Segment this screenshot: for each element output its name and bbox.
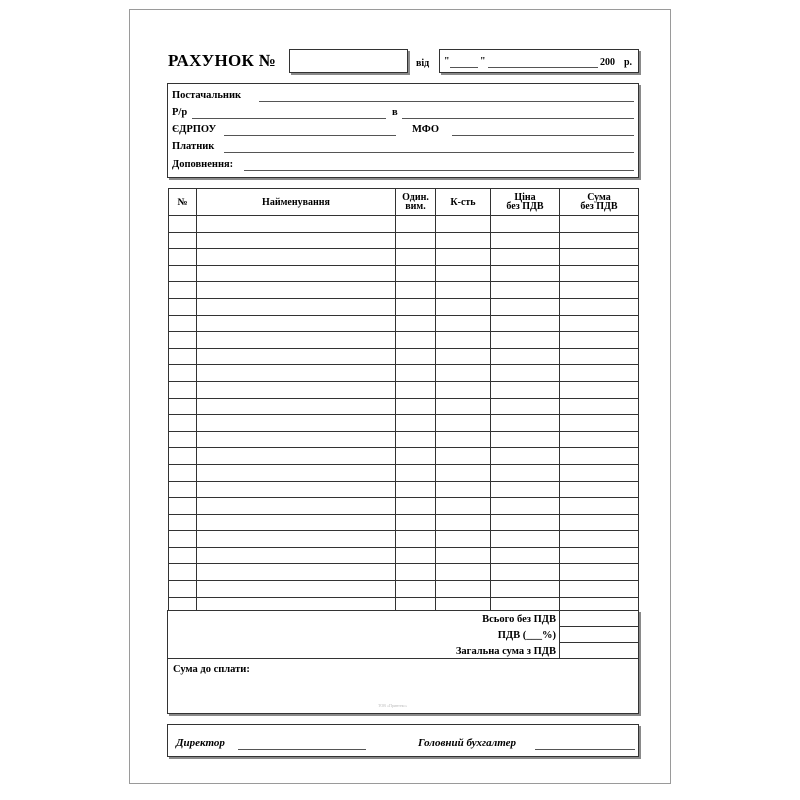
row-unit-cell[interactable]	[396, 365, 436, 382]
row-sum-cell[interactable]	[560, 381, 639, 398]
row-price-cell[interactable]	[491, 514, 560, 531]
row-sum-cell[interactable]	[560, 581, 639, 598]
table-row	[169, 398, 639, 415]
date-year: 200	[600, 57, 615, 68]
row-qty-cell[interactable]	[436, 514, 491, 531]
row-num-cell[interactable]	[169, 282, 197, 299]
date-day-line	[450, 67, 478, 68]
row-name-cell[interactable]	[197, 498, 396, 515]
table-row	[169, 564, 639, 581]
row-qty-cell[interactable]	[436, 481, 491, 498]
edrpou-label: ЄДРПОУ	[172, 124, 217, 135]
invoice-title: РАХУНОК №	[168, 51, 277, 70]
row-sum-cell[interactable]	[560, 282, 639, 299]
row-name-cell[interactable]	[197, 415, 396, 432]
row-name-cell[interactable]	[197, 232, 396, 249]
invoice-date-field[interactable]	[439, 49, 639, 73]
row-qty-cell[interactable]	[436, 298, 491, 315]
row-sum-cell[interactable]	[560, 315, 639, 332]
row-num-cell[interactable]	[169, 498, 197, 515]
row-qty-cell[interactable]	[436, 415, 491, 432]
row-price-cell[interactable]	[491, 216, 560, 233]
row-unit-cell[interactable]	[396, 348, 436, 365]
row-num-cell[interactable]	[169, 381, 197, 398]
row-qty-cell[interactable]	[436, 381, 491, 398]
row-num-cell[interactable]	[169, 249, 197, 266]
table-row	[169, 282, 639, 299]
row-unit-cell[interactable]	[396, 514, 436, 531]
row-name-cell[interactable]	[197, 315, 396, 332]
invoice-number-field[interactable]	[289, 49, 408, 73]
row-sum-cell[interactable]	[560, 249, 639, 266]
printer-watermark: ТОВ «Принтекс»	[378, 703, 408, 708]
row-price-cell[interactable]	[491, 332, 560, 349]
date-prefix: від	[416, 58, 430, 69]
row-qty-cell[interactable]	[436, 547, 491, 564]
row-price-cell[interactable]	[491, 448, 560, 465]
row-name-cell[interactable]	[197, 464, 396, 481]
row-price-cell[interactable]	[491, 398, 560, 415]
row-name-cell[interactable]	[197, 265, 396, 282]
row-qty-cell[interactable]	[436, 564, 491, 581]
row-unit-cell[interactable]	[396, 531, 436, 548]
additions-line[interactable]	[244, 170, 634, 171]
row-price-cell[interactable]	[491, 298, 560, 315]
row-num-cell[interactable]	[169, 398, 197, 415]
table-row	[169, 431, 639, 448]
row-unit-cell[interactable]	[396, 315, 436, 332]
date-day-quote: "	[444, 56, 450, 67]
row-num-cell[interactable]	[169, 332, 197, 349]
mfo-line[interactable]	[452, 135, 634, 136]
row-price-cell[interactable]	[491, 348, 560, 365]
row-num-cell[interactable]	[169, 547, 197, 564]
col-unit-header-2: вим.	[405, 201, 426, 212]
table-row	[169, 498, 639, 515]
row-unit-cell[interactable]	[396, 481, 436, 498]
row-sum-cell[interactable]	[560, 365, 639, 382]
mfo-label: МФО	[412, 124, 440, 135]
row-unit-cell[interactable]	[396, 381, 436, 398]
row-name-cell[interactable]	[197, 298, 396, 315]
row-qty-cell[interactable]	[436, 348, 491, 365]
row-price-cell[interactable]	[491, 431, 560, 448]
row-qty-cell[interactable]	[436, 216, 491, 233]
supplier-label: Постачальник	[172, 90, 242, 101]
date-year-suffix: р.	[624, 57, 633, 68]
row-num-cell[interactable]	[169, 448, 197, 465]
row-qty-cell[interactable]	[436, 464, 491, 481]
row-sum-cell[interactable]	[560, 547, 639, 564]
row-unit-cell[interactable]	[396, 216, 436, 233]
vat-cell[interactable]	[559, 626, 639, 643]
row-num-cell[interactable]	[169, 415, 197, 432]
table-row	[169, 381, 639, 398]
items-header-row	[169, 189, 639, 216]
row-sum-cell[interactable]	[560, 265, 639, 282]
row-qty-cell[interactable]	[436, 315, 491, 332]
row-sum-cell[interactable]	[560, 564, 639, 581]
table-row	[169, 464, 639, 481]
row-price-cell[interactable]	[491, 531, 560, 548]
table-row	[169, 415, 639, 432]
row-unit-cell[interactable]	[396, 398, 436, 415]
row-price-cell[interactable]	[491, 282, 560, 299]
table-row	[169, 481, 639, 498]
payer-line[interactable]	[224, 152, 634, 153]
total-no-vat-cell[interactable]	[559, 610, 639, 627]
row-price-cell[interactable]	[491, 581, 560, 598]
row-num-cell[interactable]	[169, 581, 197, 598]
row-price-cell[interactable]	[491, 315, 560, 332]
row-sum-cell[interactable]	[560, 398, 639, 415]
row-name-cell[interactable]	[197, 431, 396, 448]
row-num-cell[interactable]	[169, 232, 197, 249]
row-price-cell[interactable]	[491, 265, 560, 282]
total-no-vat-label: Всього без ПДВ	[482, 614, 556, 625]
row-unit-cell[interactable]	[396, 431, 436, 448]
accountant-label: Головний бухгалтер	[418, 737, 517, 749]
row-num-cell[interactable]	[169, 464, 197, 481]
row-unit-cell[interactable]	[396, 448, 436, 465]
table-row	[169, 547, 639, 564]
row-num-cell[interactable]	[169, 564, 197, 581]
table-row	[169, 514, 639, 531]
row-price-cell[interactable]	[491, 498, 560, 515]
row-sum-cell[interactable]	[560, 232, 639, 249]
row-qty-cell[interactable]	[436, 531, 491, 548]
col-unit-header-1: Один.	[402, 192, 429, 203]
col-unit-header	[396, 189, 436, 216]
row-unit-cell[interactable]	[396, 298, 436, 315]
col-price-header-2: без ПДВ	[506, 201, 544, 212]
row-qty-cell[interactable]	[436, 365, 491, 382]
table-row	[169, 298, 639, 315]
table-row	[169, 265, 639, 282]
table-row	[169, 348, 639, 365]
totals-divider	[168, 658, 638, 659]
row-unit-cell[interactable]	[396, 564, 436, 581]
row-qty-cell[interactable]	[436, 249, 491, 266]
row-qty-cell[interactable]	[436, 398, 491, 415]
supplier-line[interactable]	[259, 101, 634, 102]
row-unit-cell[interactable]	[396, 332, 436, 349]
row-sum-cell[interactable]	[560, 298, 639, 315]
row-price-cell[interactable]	[491, 481, 560, 498]
accountant-signature-line[interactable]	[535, 749, 635, 750]
account-label: Р/р	[172, 107, 188, 118]
row-num-cell[interactable]	[169, 265, 197, 282]
date-day-quote-close: "	[480, 56, 486, 67]
row-qty-cell[interactable]	[436, 232, 491, 249]
row-price-cell[interactable]	[491, 415, 560, 432]
row-unit-cell[interactable]	[396, 581, 436, 598]
signatures-block	[167, 724, 639, 757]
row-unit-cell[interactable]	[396, 547, 436, 564]
table-row	[169, 315, 639, 332]
row-unit-cell[interactable]	[396, 249, 436, 266]
row-num-cell[interactable]	[169, 481, 197, 498]
row-sum-cell[interactable]	[560, 514, 639, 531]
row-price-cell[interactable]	[491, 464, 560, 481]
row-num-cell[interactable]	[169, 298, 197, 315]
row-unit-cell[interactable]	[396, 282, 436, 299]
table-row	[169, 216, 639, 233]
row-name-cell[interactable]	[197, 547, 396, 564]
row-sum-cell[interactable]	[560, 216, 639, 233]
bank-in-label: в	[392, 107, 398, 118]
director-signature-line[interactable]	[238, 749, 366, 750]
row-num-cell[interactable]	[169, 531, 197, 548]
account-line[interactable]	[192, 118, 386, 119]
row-price-cell[interactable]	[491, 547, 560, 564]
table-row	[169, 581, 639, 598]
amount-due-label: Сума до сплати:	[173, 664, 250, 675]
row-num-cell[interactable]	[169, 216, 197, 233]
row-num-cell[interactable]	[169, 348, 197, 365]
row-name-cell[interactable]	[197, 348, 396, 365]
additions-label: Доповнення:	[172, 159, 234, 170]
row-qty-cell[interactable]	[436, 498, 491, 515]
row-name-cell[interactable]	[197, 381, 396, 398]
row-price-cell[interactable]	[491, 232, 560, 249]
edrpou-line[interactable]	[224, 135, 396, 136]
table-row	[169, 232, 639, 249]
row-qty-cell[interactable]	[436, 431, 491, 448]
parties-block	[167, 83, 639, 178]
col-name-header: Найменування	[197, 189, 396, 216]
row-qty-cell[interactable]	[436, 581, 491, 598]
items-table	[168, 188, 639, 614]
col-price-header	[491, 189, 560, 216]
row-sum-cell[interactable]	[560, 415, 639, 432]
row-qty-cell[interactable]	[436, 265, 491, 282]
payer-label: Платник	[172, 141, 215, 152]
row-unit-cell[interactable]	[396, 498, 436, 515]
row-price-cell[interactable]	[491, 381, 560, 398]
row-unit-cell[interactable]	[396, 232, 436, 249]
row-unit-cell[interactable]	[396, 265, 436, 282]
table-row	[169, 531, 639, 548]
row-name-cell[interactable]	[197, 249, 396, 266]
director-label: Директор	[176, 737, 225, 749]
col-sum-header	[560, 189, 639, 216]
row-num-cell[interactable]	[169, 315, 197, 332]
row-sum-cell[interactable]	[560, 448, 639, 465]
row-price-cell[interactable]	[491, 249, 560, 266]
row-name-cell[interactable]	[197, 481, 396, 498]
row-sum-cell[interactable]	[560, 431, 639, 448]
row-unit-cell[interactable]	[396, 415, 436, 432]
table-row	[169, 448, 639, 465]
row-name-cell[interactable]	[197, 398, 396, 415]
row-qty-cell[interactable]	[436, 448, 491, 465]
total-with-vat-label: Загальна сума з ПДВ	[455, 646, 556, 657]
totals-block	[167, 610, 639, 714]
date-month-line	[488, 67, 598, 68]
row-name-cell[interactable]	[197, 282, 396, 299]
row-name-cell[interactable]	[197, 365, 396, 382]
col-sum-header-2: без ПДВ	[580, 201, 618, 212]
vat-label: ПДВ (___%)	[497, 630, 556, 641]
row-sum-cell[interactable]	[560, 348, 639, 365]
total-with-vat-cell[interactable]	[559, 642, 639, 659]
row-sum-cell[interactable]	[560, 498, 639, 515]
row-price-cell[interactable]	[491, 564, 560, 581]
row-name-cell[interactable]	[197, 332, 396, 349]
row-sum-cell[interactable]	[560, 332, 639, 349]
row-sum-cell[interactable]	[560, 531, 639, 548]
col-sum-header-1: Сума	[587, 192, 611, 203]
row-num-cell[interactable]	[169, 431, 197, 448]
row-qty-cell[interactable]	[436, 282, 491, 299]
row-name-cell[interactable]	[197, 514, 396, 531]
col-num-header: №	[169, 189, 197, 216]
row-name-cell[interactable]	[197, 581, 396, 598]
row-sum-cell[interactable]	[560, 481, 639, 498]
row-num-cell[interactable]	[169, 365, 197, 382]
row-sum-cell[interactable]	[560, 464, 639, 481]
row-name-cell[interactable]	[197, 448, 396, 465]
table-row	[169, 332, 639, 349]
row-name-cell[interactable]	[197, 564, 396, 581]
row-name-cell[interactable]	[197, 531, 396, 548]
row-qty-cell[interactable]	[436, 332, 491, 349]
row-price-cell[interactable]	[491, 365, 560, 382]
items-body	[169, 216, 639, 614]
bank-line[interactable]	[402, 118, 634, 119]
row-name-cell[interactable]	[197, 216, 396, 233]
col-price-header-1: Ціна	[514, 192, 536, 203]
row-num-cell[interactable]	[169, 514, 197, 531]
col-qty-header: К-сть	[436, 189, 491, 216]
table-row	[169, 249, 639, 266]
table-row	[169, 365, 639, 382]
row-unit-cell[interactable]	[396, 464, 436, 481]
